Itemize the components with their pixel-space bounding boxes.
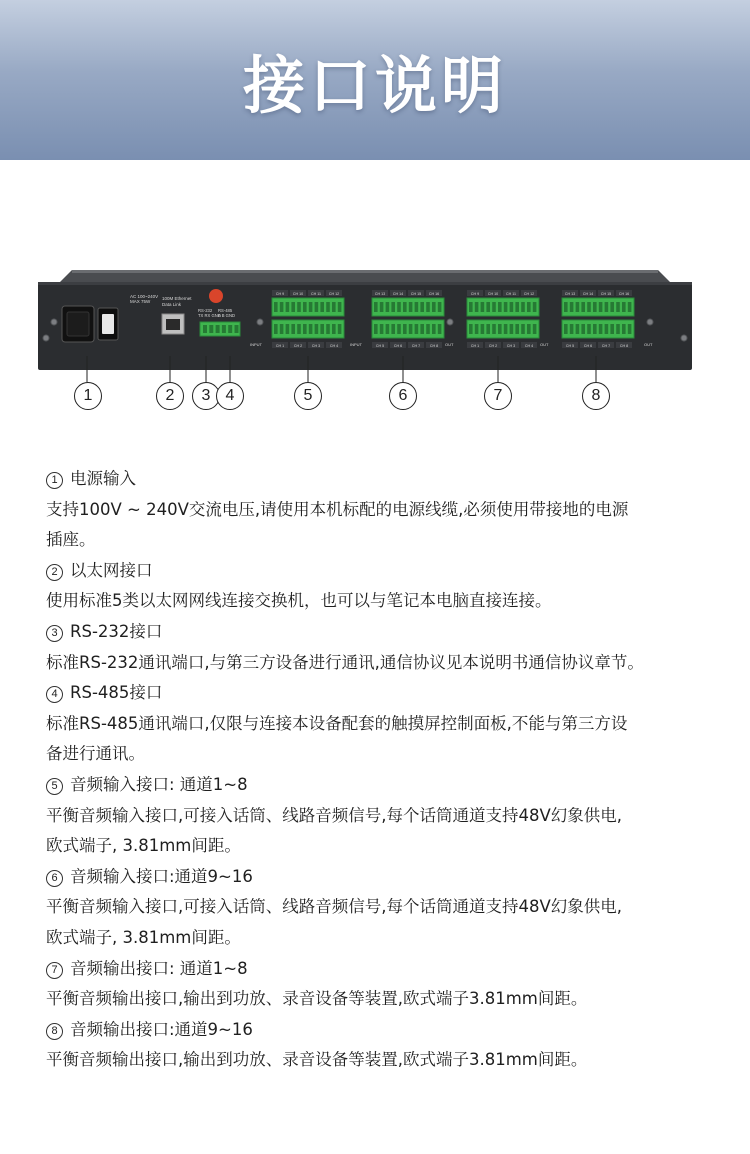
section-number: 7 xyxy=(46,962,63,979)
section-title xyxy=(46,464,726,495)
channel-label: CH 10 xyxy=(292,292,304,296)
audio-terminal-pin xyxy=(587,302,591,312)
audio-terminal-pin xyxy=(309,302,313,312)
io-side-label: OUT xyxy=(445,342,454,347)
interface-section xyxy=(46,1015,726,1076)
audio-terminal-pin xyxy=(309,324,313,334)
chassis-upper-edge xyxy=(38,282,692,285)
channel-label: CH 8 xyxy=(429,344,439,348)
audio-terminal-pin xyxy=(297,302,301,312)
serial-terminal-pin xyxy=(209,325,213,333)
audio-terminal-pin xyxy=(475,302,479,312)
section-number: 1 xyxy=(46,472,63,489)
section-title-text: 音频输入接口:通道9~16 xyxy=(70,866,253,886)
audio-terminal-pin xyxy=(605,324,609,334)
audio-terminal-pin xyxy=(593,324,597,334)
interface-section xyxy=(46,862,726,954)
section-body-line: 欧式端子, 3.81mm间距。 xyxy=(46,836,241,856)
ground-knob xyxy=(209,289,223,303)
interface-section xyxy=(46,770,726,862)
callout-marker: 6 xyxy=(389,382,417,410)
audio-terminal-pin xyxy=(332,302,336,312)
chassis-screw xyxy=(51,319,57,325)
section-body-line: 使用标准5类以太网网线连接交换机，也可以与笔记本电脑直接连接。 xyxy=(46,591,552,611)
audio-terminal-pin xyxy=(521,324,525,334)
channel-label: CH 16 xyxy=(428,292,440,296)
audio-terminal-pin xyxy=(415,324,419,334)
channel-label: CH 9 xyxy=(275,292,285,296)
audio-terminal-pin xyxy=(610,324,614,334)
audio-terminal-pin xyxy=(274,324,278,334)
audio-terminal-pin xyxy=(576,302,580,312)
audio-terminal-pin xyxy=(481,324,485,334)
audio-terminal-pin xyxy=(432,324,436,334)
section-title xyxy=(46,1015,726,1046)
audio-terminal-pin xyxy=(587,324,591,334)
audio-terminal-pin xyxy=(303,324,307,334)
audio-terminal-pin xyxy=(486,302,490,312)
audio-terminal-pin xyxy=(338,302,342,312)
chassis-screw xyxy=(647,319,653,325)
audio-terminal-pin xyxy=(380,302,384,312)
audio-terminal-pin xyxy=(320,324,324,334)
audio-terminal-pin xyxy=(280,324,284,334)
audio-terminal-pin xyxy=(616,324,620,334)
section-title xyxy=(46,862,726,893)
channel-label: CH 4 xyxy=(329,344,339,348)
channel-label: CH 15 xyxy=(600,292,612,296)
section-title-text: 以太网接口 xyxy=(70,560,153,580)
chassis-screw xyxy=(257,319,263,325)
audio-terminal-pin xyxy=(397,324,401,334)
channel-label: CH 14 xyxy=(582,292,594,296)
io-side-label: OUT xyxy=(540,342,549,347)
audio-terminal-pin xyxy=(420,324,424,334)
section-body-line: 备进行通讯。 xyxy=(46,744,145,764)
header-banner xyxy=(0,0,750,160)
interface-section xyxy=(46,556,726,617)
audio-terminal-pin xyxy=(616,302,620,312)
section-number: 5 xyxy=(46,778,63,795)
audio-terminal-pin xyxy=(622,324,626,334)
channel-label: CH 11 xyxy=(311,292,321,296)
callout-marker: 2 xyxy=(156,382,184,410)
audio-terminal-pin xyxy=(605,302,609,312)
channel-label: CH 9 xyxy=(470,292,480,296)
section-title-text: RS-232接口 xyxy=(70,621,163,641)
audio-terminal-pin xyxy=(628,324,632,334)
channel-label: CH 3 xyxy=(311,344,321,348)
power-switch-rocker xyxy=(102,314,114,334)
device-rear-panel xyxy=(30,262,700,382)
audio-terminal-pin xyxy=(386,324,390,334)
channel-label: CH 1 xyxy=(275,344,285,348)
interface-section xyxy=(46,954,726,1015)
audio-terminal-pin xyxy=(510,324,514,334)
section-body-line: 标准RS-485通讯端口,仅限与连接本设备配套的触摸屏控制面板,不能与第三方设 xyxy=(46,713,628,733)
audio-terminal-pin xyxy=(527,302,531,312)
section-body-line: 支持100V ~ 240V交流电压,请使用本机标配的电源线缆,必须使用带接地的电源 xyxy=(46,499,629,519)
audio-terminal-pin xyxy=(380,324,384,334)
audio-terminal-pin xyxy=(570,324,574,334)
audio-terminal-pin xyxy=(426,302,430,312)
audio-terminal-pin xyxy=(409,324,413,334)
section-body-line: 平衡音频输入接口,可接入话筒、线路音频信号,每个话筒通道支持48V幻象供电, xyxy=(46,805,623,825)
rs485-label-line: A B GND xyxy=(218,313,235,318)
rs232-label-line: RS-232 xyxy=(198,308,213,313)
audio-terminal-pin xyxy=(332,324,336,334)
io-side-label: INPUT xyxy=(250,342,262,347)
audio-terminal-pin xyxy=(291,324,295,334)
page-title: 接口说明 xyxy=(242,48,507,122)
callout-marker: 8 xyxy=(582,382,610,410)
audio-terminal-pin xyxy=(492,302,496,312)
audio-terminal-pin xyxy=(527,324,531,334)
channel-label: CH 13 xyxy=(564,292,576,296)
channel-label: CH 3 xyxy=(506,344,516,348)
section-body-line: 欧式端子, 3.81mm间距。 xyxy=(46,927,241,947)
callout-row xyxy=(0,382,750,432)
section-title-text: 音频输入接口: 通道1~8 xyxy=(70,774,248,794)
chassis-screw xyxy=(681,335,687,341)
rs232-label-line: TX RX GND xyxy=(198,313,221,318)
audio-terminal-pin xyxy=(486,324,490,334)
channel-label: CH 7 xyxy=(411,344,421,348)
audio-terminal-pin xyxy=(581,302,585,312)
audio-terminal-pin xyxy=(280,302,284,312)
serial-terminal-pin xyxy=(216,325,220,333)
audio-terminal-pin xyxy=(515,324,519,334)
audio-terminal-pin xyxy=(391,324,395,334)
chassis-screw xyxy=(43,335,49,341)
audio-terminal-pin xyxy=(628,302,632,312)
section-body-line: 平衡音频输出接口,输出到功放、录音设备等装置,欧式端子3.81mm间距。 xyxy=(46,1050,588,1070)
channel-label: CH 16 xyxy=(618,292,630,296)
section-number: 8 xyxy=(46,1023,63,1040)
section-title-text: RS-485接口 xyxy=(70,683,163,703)
audio-terminal-pin xyxy=(564,324,568,334)
audio-terminal-pin xyxy=(533,324,537,334)
audio-terminal-pin xyxy=(564,302,568,312)
section-body-line: 平衡音频输出接口,输出到功放、录音设备等装置,欧式端子3.81mm间距。 xyxy=(46,989,588,1009)
audio-terminal-pin xyxy=(403,302,407,312)
section-title-text: 音频输出接口:通道9~16 xyxy=(70,1019,253,1039)
channel-label: CH 2 xyxy=(293,344,303,348)
io-side-label-right: OUT xyxy=(644,342,653,347)
serial-terminal-pin xyxy=(203,325,207,333)
audio-terminal-pin xyxy=(438,302,442,312)
audio-terminal-pin xyxy=(469,324,473,334)
audio-terminal-pin xyxy=(492,324,496,334)
audio-terminal-pin xyxy=(599,324,603,334)
audio-terminal-pin xyxy=(504,324,508,334)
section-title-text: 电源输入 xyxy=(70,469,136,488)
audio-terminal-pin xyxy=(576,324,580,334)
section-number: 4 xyxy=(46,686,63,703)
section-title xyxy=(46,617,726,648)
audio-terminal-pin xyxy=(374,302,378,312)
audio-terminal-pin xyxy=(403,324,407,334)
ethernet-label-line: 100M Ethernet xyxy=(162,296,192,301)
audio-terminal-pin xyxy=(326,302,330,312)
audio-terminal-pin xyxy=(570,302,574,312)
channel-label: CH 12 xyxy=(523,292,535,296)
interface-section xyxy=(46,464,726,556)
serial-terminal-pin xyxy=(235,325,239,333)
audio-terminal-pin xyxy=(581,324,585,334)
audio-terminal-pin xyxy=(326,324,330,334)
callout-marker: 3 xyxy=(192,382,220,410)
audio-terminal-pin xyxy=(397,302,401,312)
channel-label: CH 14 xyxy=(392,292,404,296)
audio-terminal-pin xyxy=(475,324,479,334)
section-body-line: 平衡音频输入接口,可接入话筒、线路音频信号,每个话筒通道支持48V幻象供电, xyxy=(46,897,623,917)
audio-terminal-pin xyxy=(481,302,485,312)
section-number: 6 xyxy=(46,870,63,887)
interface-section xyxy=(46,617,726,678)
section-number: 2 xyxy=(46,564,63,581)
audio-terminal-pin xyxy=(286,324,290,334)
device-rear-panel-image xyxy=(30,262,700,382)
ethernet-port-opening xyxy=(166,319,180,330)
audio-terminal-pin xyxy=(599,302,603,312)
power-inlet-socket xyxy=(67,312,89,336)
audio-terminal-pin xyxy=(498,324,502,334)
audio-terminal-pin xyxy=(610,302,614,312)
audio-terminal-pin xyxy=(438,324,442,334)
channel-label: CH 11 xyxy=(506,292,516,296)
audio-terminal-pin xyxy=(504,302,508,312)
audio-terminal-pin xyxy=(303,302,307,312)
audio-terminal-pin xyxy=(386,302,390,312)
channel-label: CH 5 xyxy=(375,344,385,348)
audio-terminal-pin xyxy=(415,302,419,312)
channel-label: CH 12 xyxy=(328,292,340,296)
callout-marker: 5 xyxy=(294,382,322,410)
audio-terminal-pin xyxy=(391,302,395,312)
serial-terminal-pin xyxy=(228,325,232,333)
section-number: 3 xyxy=(46,625,63,642)
io-side-label: INPUT xyxy=(350,342,362,347)
audio-terminal-pin xyxy=(338,324,342,334)
ethernet-label-line: Data Link xyxy=(162,302,182,307)
channel-label: CH 6 xyxy=(583,344,593,348)
chassis-top-edge xyxy=(72,270,658,273)
channel-label: CH 7 xyxy=(601,344,611,348)
channel-label: CH 2 xyxy=(488,344,498,348)
interface-section xyxy=(46,678,726,770)
audio-terminal-pin xyxy=(515,302,519,312)
section-title xyxy=(46,678,726,709)
audio-terminal-pin xyxy=(593,302,597,312)
audio-terminal-pin xyxy=(297,324,301,334)
channel-label: CH 15 xyxy=(410,292,422,296)
chassis-screw xyxy=(447,319,453,325)
channel-label: CH 10 xyxy=(487,292,499,296)
power-rating-label-line: MAX 75W xyxy=(130,299,151,304)
audio-terminal-pin xyxy=(469,302,473,312)
channel-label: CH 1 xyxy=(470,344,480,348)
channel-label: CH 5 xyxy=(565,344,575,348)
audio-terminal-pin xyxy=(320,302,324,312)
audio-terminal-pin xyxy=(315,324,319,334)
audio-terminal-pin xyxy=(432,302,436,312)
power-rating-label-line: AC 100~240V xyxy=(130,294,159,299)
serial-terminal-pin xyxy=(222,325,226,333)
audio-terminal-pin xyxy=(274,302,278,312)
audio-terminal-pin xyxy=(533,302,537,312)
audio-terminal-pin xyxy=(409,302,413,312)
audio-terminal-pin xyxy=(286,302,290,312)
audio-terminal-pin xyxy=(315,302,319,312)
channel-label: CH 8 xyxy=(619,344,629,348)
channel-label: CH 4 xyxy=(524,344,534,348)
audio-terminal-pin xyxy=(374,324,378,334)
section-title xyxy=(46,770,726,801)
audio-terminal-pin xyxy=(426,324,430,334)
section-body-line: 插座。 xyxy=(46,530,96,550)
callout-marker: 7 xyxy=(484,382,512,410)
callout-marker: 4 xyxy=(216,382,244,410)
channel-label: CH 6 xyxy=(393,344,403,348)
section-body-line: 标准RS-232通讯端口,与第三方设备进行通讯,通信协议见本说明书通信协议章节。 xyxy=(46,652,644,672)
interface-description xyxy=(46,464,726,1076)
audio-terminal-pin xyxy=(521,302,525,312)
section-title xyxy=(46,954,726,985)
channel-label: CH 13 xyxy=(374,292,386,296)
audio-terminal-pin xyxy=(291,302,295,312)
callout-marker: 1 xyxy=(74,382,102,410)
audio-terminal-pin xyxy=(510,302,514,312)
section-title-text: 音频输出接口: 通道1~8 xyxy=(70,958,248,978)
audio-terminal-pin xyxy=(420,302,424,312)
audio-terminal-pin xyxy=(498,302,502,312)
section-title xyxy=(46,556,726,587)
rs485-label-line: RS-485 xyxy=(218,308,233,313)
audio-terminal-pin xyxy=(622,302,626,312)
